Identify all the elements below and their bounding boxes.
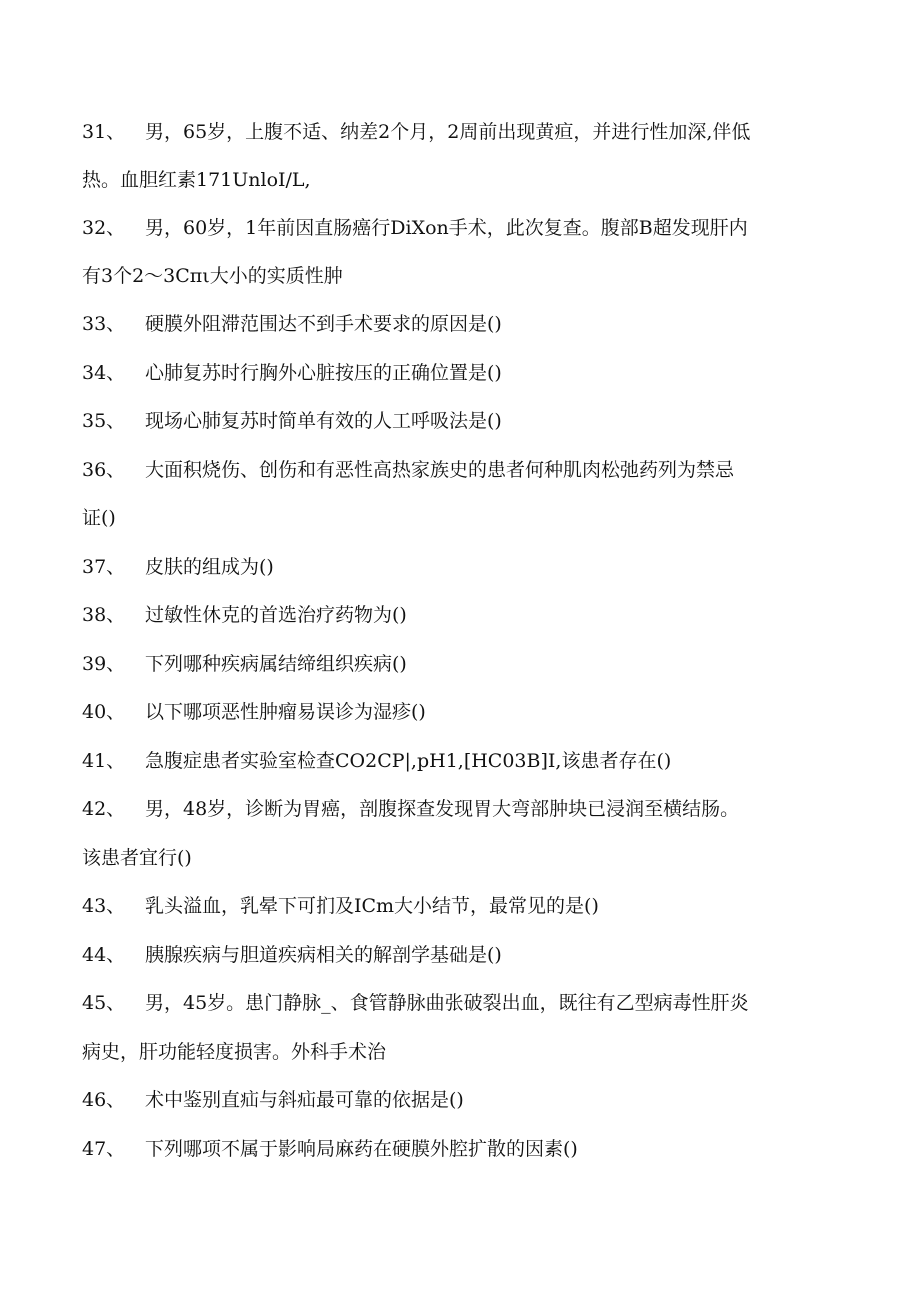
question-number: 31、 <box>82 121 126 143</box>
question-number: 40、 <box>82 701 126 723</box>
question-39 <box>82 652 407 676</box>
question-text: 男，48岁，诊断为胃癌，剖腹探查发现胃大弯部肿块已浸润至横结肠。 <box>145 798 740 820</box>
question-number: 39、 <box>82 653 126 675</box>
question-number: 37、 <box>82 556 126 578</box>
question-44 <box>82 943 502 967</box>
question-42-continued <box>82 846 192 870</box>
question-47 <box>82 1137 578 1161</box>
question-number: 36、 <box>82 459 126 481</box>
question-text: 心肺复苏时行胸外心脏按压的正确位置是() <box>145 362 502 384</box>
question-number: 47、 <box>82 1138 126 1160</box>
question-text: 胰腺疾病与胆道疾病相关的解剖学基础是() <box>145 944 502 966</box>
question-32-continued <box>82 264 343 288</box>
question-text: 乳头溢血，乳晕下可扪及ICm大小结节，最常见的是() <box>145 895 599 917</box>
question-text: 以下哪项恶性肿瘤易误诊为湿疹() <box>145 701 426 723</box>
question-text: 过敏性休克的首选治疗药物为() <box>145 604 407 626</box>
question-38 <box>82 603 407 627</box>
question-45 <box>82 991 749 1015</box>
question-text: 硬膜外阻滞范围达不到手术要求的原因是() <box>145 313 502 335</box>
question-41 <box>82 749 671 773</box>
question-text: 下列哪种疾病属结缔组织疾病() <box>145 653 407 675</box>
question-31-continued <box>82 168 311 192</box>
question-text: 皮肤的组成为() <box>145 556 274 578</box>
question-number: 33、 <box>82 313 126 335</box>
question-45-continued <box>82 1040 386 1064</box>
question-34 <box>82 361 502 385</box>
question-number: 45、 <box>82 992 126 1014</box>
question-text-cont: 证() <box>82 507 116 529</box>
question-42 <box>82 797 739 821</box>
question-text: 术中鉴别直疝与斜疝最可靠的依据是() <box>145 1089 464 1111</box>
question-text: 男，45岁。患门静脉_、食管静脉曲张破裂出血，既往有乙型病毒性肝炎 <box>145 992 749 1014</box>
question-text-cont: 病史，肝功能轻度损害。外科手术治 <box>82 1041 387 1063</box>
question-text-cont: 有3个2～3Cπι大小的实质性肿 <box>82 265 343 287</box>
question-36 <box>82 458 734 482</box>
question-32 <box>82 216 748 240</box>
question-text: 下列哪项不属于影响局麻药在硬膜外腔扩散的因素() <box>145 1138 578 1160</box>
question-text: 现场心肺复苏时简单有效的人工呼吸法是() <box>145 410 502 432</box>
question-number: 38、 <box>82 604 126 626</box>
question-text: 男，65岁，上腹不适、纳差2个月，2周前出现黄疸，并进行性加深,伴低 <box>145 121 751 143</box>
question-text-cont: 该患者宜行() <box>82 847 192 869</box>
question-33 <box>82 312 502 336</box>
question-43 <box>82 894 599 918</box>
question-text: 大面积烧伤、创伤和有恶性高热家族史的患者何种肌肉松弛药列为禁忌 <box>145 459 735 481</box>
question-text-cont: 热。血胆红素171UnloI/L, <box>82 169 311 191</box>
question-number: 41、 <box>82 750 126 772</box>
question-37 <box>82 555 274 579</box>
question-40 <box>82 700 426 724</box>
question-number: 32、 <box>82 217 126 239</box>
question-number: 35、 <box>82 410 126 432</box>
question-36-continued <box>82 506 116 530</box>
question-text: 急腹症患者实验室检查CO2CP|,pH1,[HC03B]I,该患者存在() <box>145 750 672 772</box>
question-text: 男，60岁，1年前因直肠癌行DiXon手术，此次复查。腹部B超发现肝内 <box>145 217 748 239</box>
question-number: 42、 <box>82 798 126 820</box>
question-31 <box>82 120 750 144</box>
question-number: 46、 <box>82 1089 126 1111</box>
question-number: 43、 <box>82 895 126 917</box>
question-35 <box>82 409 502 433</box>
question-number: 44、 <box>82 944 126 966</box>
question-number: 34、 <box>82 362 126 384</box>
question-46 <box>82 1088 464 1112</box>
